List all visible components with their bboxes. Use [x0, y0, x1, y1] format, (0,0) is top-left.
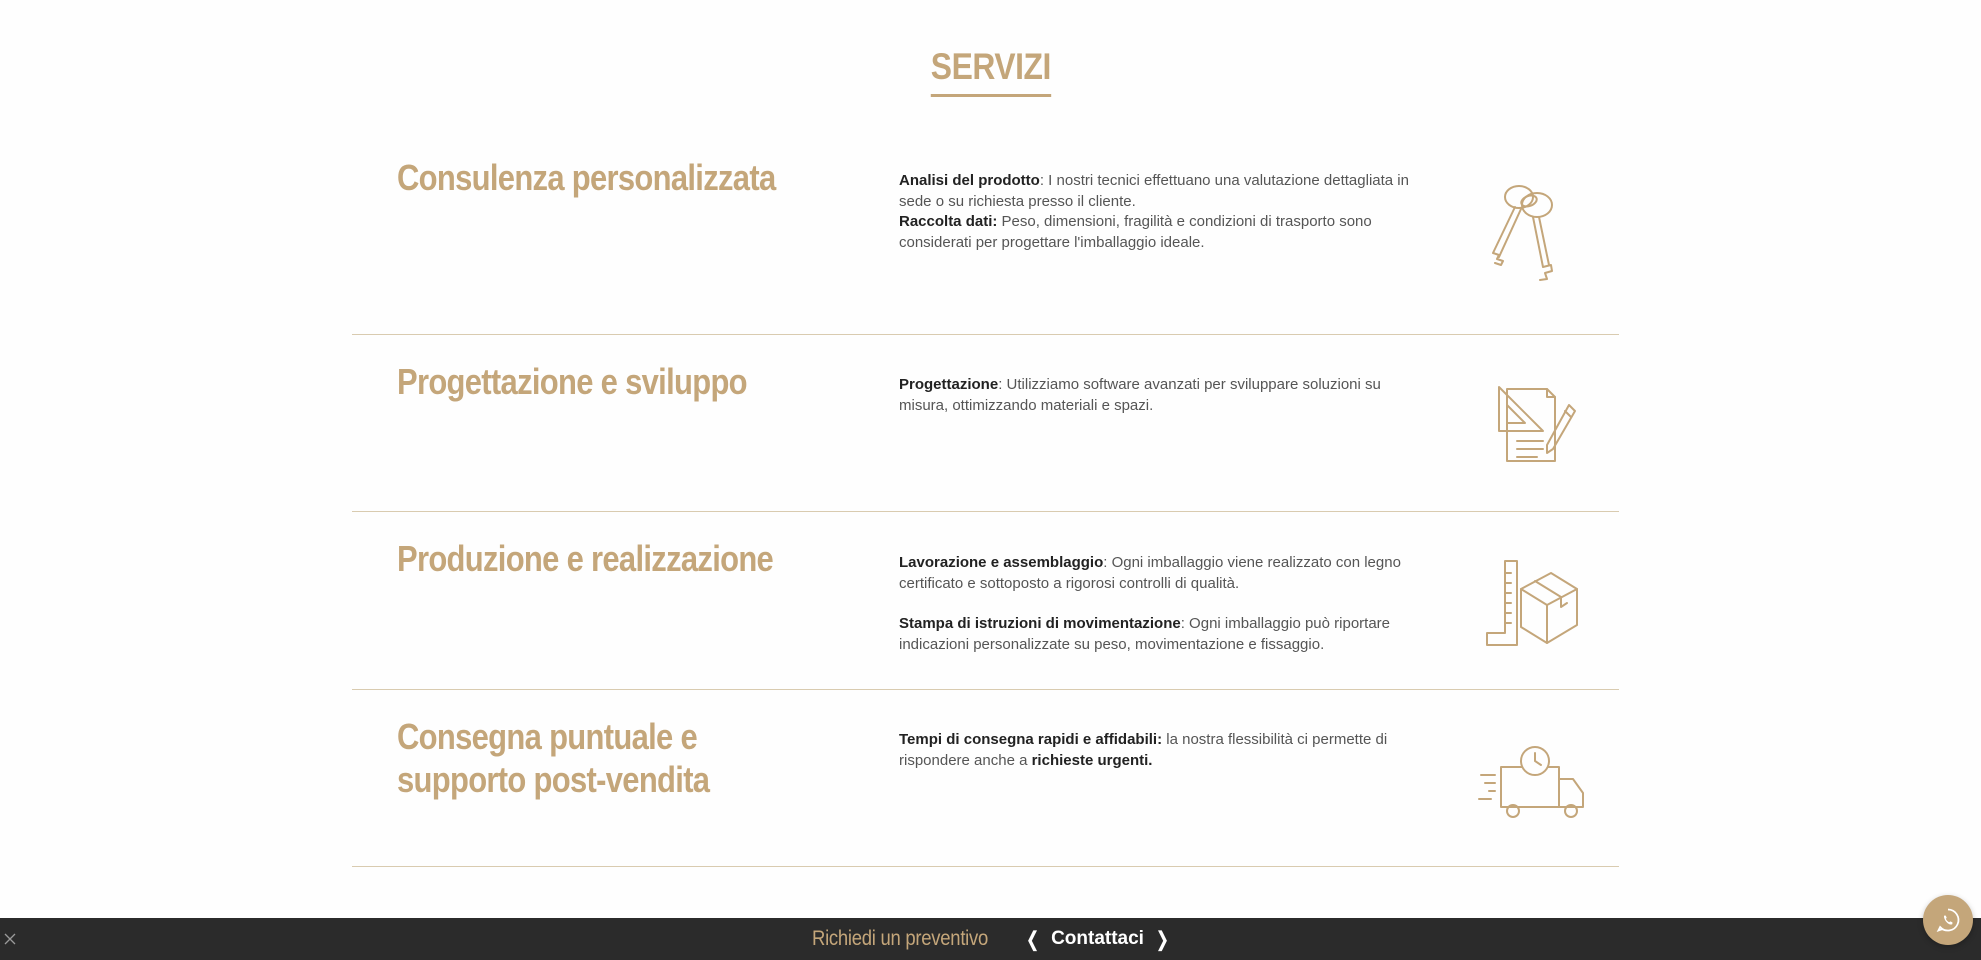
service-paragraph: Lavorazione e assemblaggio: Ogni imballaggio viene realizzato con legno certificato e sottoposto a rigorosi controlli di qualità. [899, 554, 1401, 592]
service-heading: Consegna puntuale e supporto post-vendita [397, 716, 710, 800]
service-paragraph: Tempi di consegna rapidi e affidabili: la nostra flessibilità ci permette di rispondere anche a richieste urgenti. [899, 731, 1388, 769]
service-heading: Consulenza personalizzata [397, 157, 776, 198]
divider [352, 334, 1619, 335]
divider [352, 866, 1619, 867]
delivery-truck-icon [1477, 729, 1587, 839]
service-description [899, 375, 1429, 416]
contact-button[interactable] [1014, 927, 1180, 952]
chevron-left-icon: ❬ [1024, 928, 1042, 951]
service-heading: Produzione e realizzazione [397, 538, 774, 579]
service-paragraph: Progettazione: Utilizziamo software avanzati per sviluppare soluzioni su misura, ottimizzando materiali e spazi. [899, 376, 1381, 414]
quote-request-label: Richiedi un preventivo [812, 927, 989, 950]
service-description [899, 730, 1429, 771]
whatsapp-button[interactable] [1923, 895, 1973, 945]
divider [352, 511, 1619, 512]
design-tools-icon [1477, 369, 1587, 479]
box-measure-icon [1477, 549, 1587, 659]
service-description [899, 171, 1429, 253]
chevron-right-icon: ❭ [1153, 928, 1171, 951]
keys-icon [1477, 175, 1587, 285]
contact-label: Contattaci [1051, 928, 1144, 949]
section-title [0, 46, 1981, 97]
service-paragraph: Analisi del prodotto: I nostri tecnici effettuano una valutazione dettagliata in sede o su richiesta presso il cliente. Raccolta dati: Peso, dimensioni, fragilità e condizioni di trasporto sono considerati per progettare l'imballaggio ideale. [899, 172, 1409, 251]
close-icon[interactable] [2, 931, 18, 947]
whatsapp-icon [1934, 906, 1962, 934]
service-heading: Progettazione e sviluppo [397, 361, 747, 402]
service-paragraph: Stampa di istruzioni di movimentazione: Ogni imballaggio può riportare indicazioni personalizzate su peso, movimentazione e fissaggio. [899, 615, 1391, 653]
divider [352, 689, 1619, 690]
service-description [899, 553, 1429, 655]
footer-cta-bar [0, 918, 1981, 960]
section-title-text: SERVIZI [930, 46, 1050, 97]
